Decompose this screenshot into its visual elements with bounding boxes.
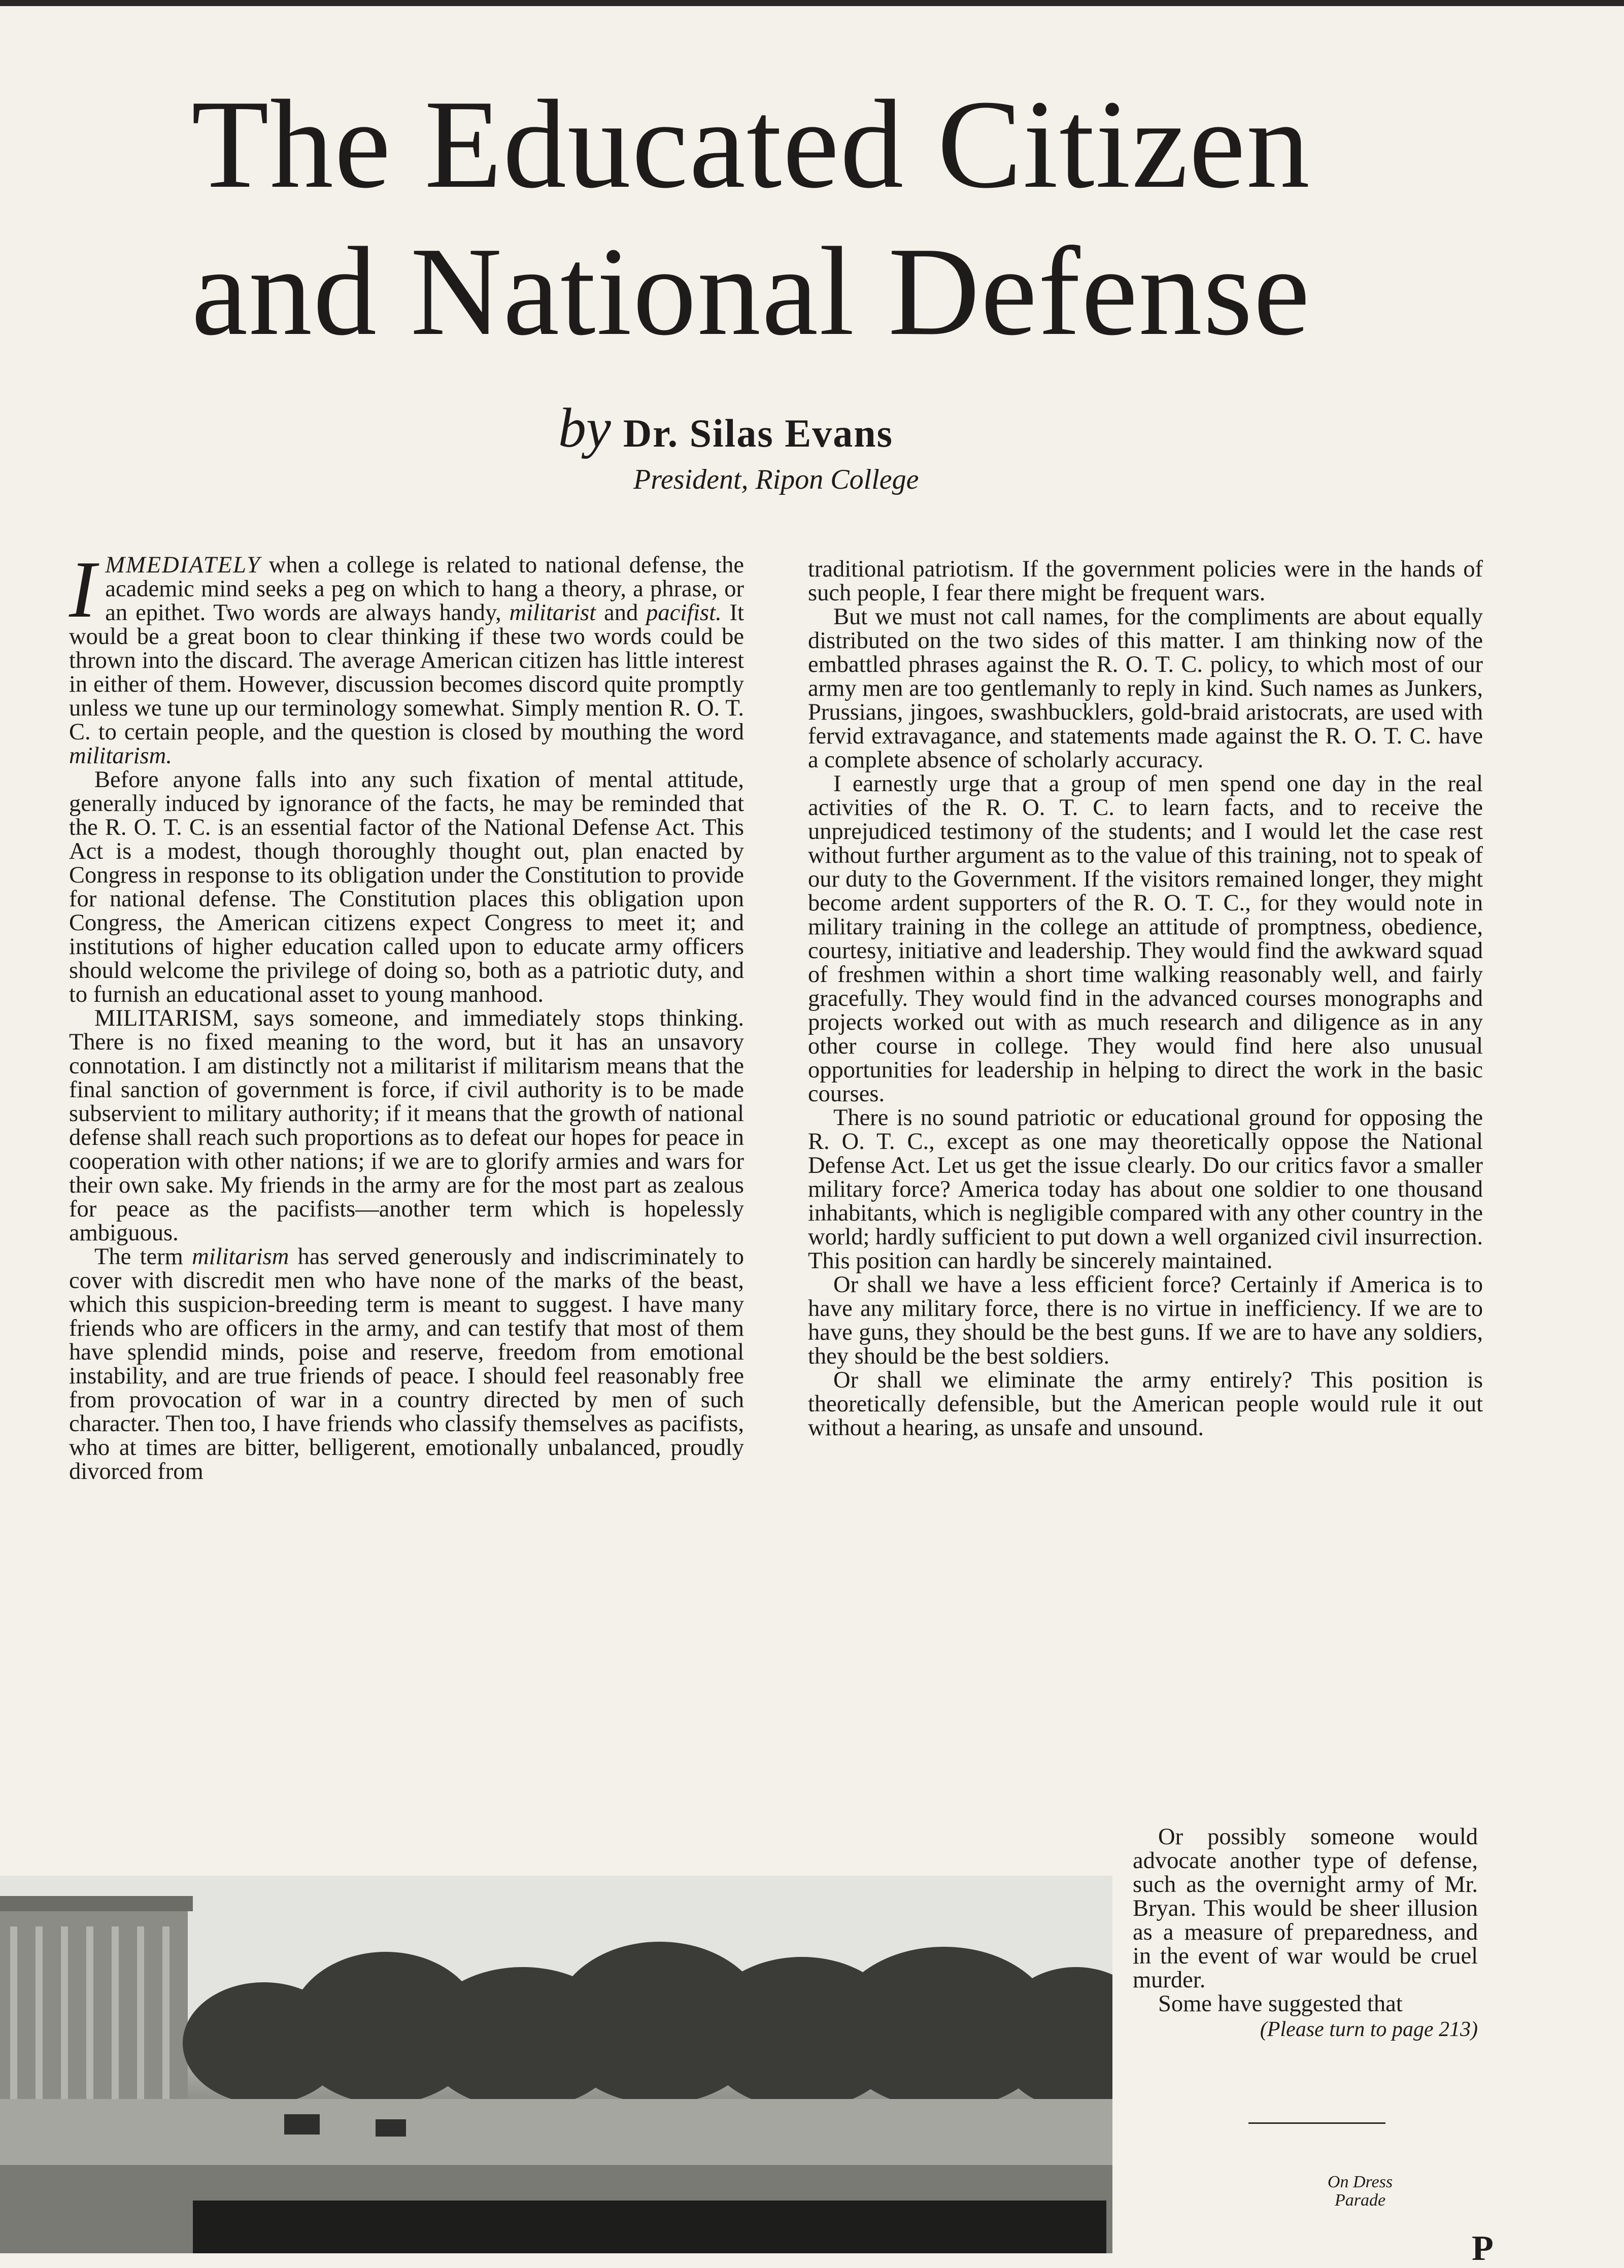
caption-line-2: Parade bbox=[1334, 2191, 1386, 2210]
paragraph bbox=[69, 544, 745, 769]
paragraph: I earnestly urge that a group of men spend one day in the real activities of the R. O. T. C. to learn facts, and to receive the unprejudiced testimony of the students; and I would let the case rest without further argument as to the value of this training, not to speak of our duty to the Government. If the visitors remained longer, they might become ardent supporters of the R. O. T. C., for they would note in military training in the college an attitude of promptness, obedience, courtesy, initiative and leadership. They would find the awkward squad of freshmen within a short time walking reasonably well, and fairly gracefully. They would find in the advanced courses monographs and projects worked out with as much research and diligence as in any other course in college. They would find here also unusual opportunities for leadership in helping to direct the work in the basic courses. bbox=[808, 771, 1483, 1107]
caption-line-1: On Dress bbox=[1327, 2173, 1393, 2191]
article-title bbox=[142, 71, 1360, 365]
text-column-continuation bbox=[1133, 1825, 1478, 2042]
text-run: when a college is related to national defense, the academic mind seeks a peg on which to hang a theory, a phrase, or an epithet. Two words are always handy, bbox=[105, 552, 744, 626]
emphasis: pacifist. bbox=[646, 600, 722, 626]
author-affiliation: President, Ripon College bbox=[633, 464, 919, 495]
title-line-2: and National Defense bbox=[191, 221, 1311, 362]
byline-by: by bbox=[558, 397, 611, 459]
caption-rule bbox=[1248, 2122, 1385, 2124]
paragraph: Before anyone falls into any such fixation of mental attitude, generally induced by ignorance of the facts, he may be reminded that the R. O. T. C. is an essential factor of the National Defense Act. This Act is a modest, though thoroughly thought out, plan enacted by Congress in response to its obligation under the Constitution to provide for national defense. The Constitution places this obligation upon Congress, the American citizens expect Congress to meet it; and institutions of higher education called upon to educate army officers should welcome the privilege of doing so, both as a patriotic duty, and to furnish an educational asset to young manhood. bbox=[69, 767, 744, 1007]
text-run: The term bbox=[94, 1244, 192, 1270]
byline bbox=[558, 396, 1269, 496]
emphasis: militarism. bbox=[69, 743, 172, 769]
title-line-1: The Educated Citizen bbox=[191, 74, 1311, 215]
paragraph bbox=[69, 1245, 744, 1483]
text-column-left bbox=[69, 544, 745, 1484]
photo-caption bbox=[1299, 2173, 1421, 2210]
text-run: It would be a great boon to clear thinking if these two words could be thrown into the discard. The average American citizen has little interest in either of them. However, discussion becomes discord quite promptly unless we tune up our terminology somewhat. Simply mention R. O. T. C. to certain people, and the question is closed by mouthing the word bbox=[69, 600, 745, 745]
author-name: Dr. Silas Evans bbox=[623, 411, 893, 455]
paragraph: Or shall we eliminate the army entirely? This position is theoretically defensible, but the American people would rule it out without a hearing, as unsafe and unsound. bbox=[808, 1367, 1483, 1441]
text-column-right bbox=[808, 557, 1483, 1440]
lead-in: MMEDIATELY bbox=[105, 552, 261, 578]
emphasis: militarist bbox=[509, 600, 596, 626]
paragraph: Or shall we have a less efficient force? Certainly if America is to have any military force, there is no virtue in inefficiency. If we are to have guns, they should be the best guns. If we are to have any soldiers, they should be the best soldiers. bbox=[808, 1272, 1483, 1369]
parade-photo bbox=[0, 1876, 1112, 2253]
text-run: and bbox=[596, 600, 647, 626]
paragraph: traditional patriotism. If the government policies were in the hands of such people, I fear there might be frequent wars. bbox=[808, 556, 1483, 606]
parade-photo-illustration bbox=[0, 1876, 1112, 2253]
continuation-note: (Please turn to page 213) bbox=[1260, 2018, 1478, 2041]
top-rule bbox=[0, 0, 1624, 6]
drop-cap: I bbox=[69, 544, 96, 634]
text-run: has served generously and indiscriminately to cover with discredit men who have none of the marks of the beast, which this suspicion-breeding term is meant to suggest. I have many friends who are officers in the army, and can testify that most of them have splendid minds, poise and reserve, freedom from emotional instability, and are true friends of peace. I should feel reasonably free from provocation of war in a country directed by men of such character. Then too, I have friends who classify themselves as pacifists, who at times are bitter, belligerent, emotionally unbalanced, proudly divorced from bbox=[69, 1244, 744, 1484]
paragraph: There is no sound patriotic or educational ground for opposing the R. O. T. C., except as one may theoretically oppose the National Defense Act. Let us get the issue clearly. Do our critics favor a smaller military force? America today has about one soldier to one thousand inhabitants, which is negligible compared with any other country in the world; hardly sufficient to put down a well organized civil insurrection. This position can hardly be sincerely maintained. bbox=[808, 1105, 1483, 1274]
paragraph: Some have suggested that bbox=[1158, 1991, 1403, 2017]
emphasis: militarism bbox=[192, 1244, 289, 1270]
paragraph: But we must not call names, for the compliments are about equally distributed on the two sides of this matter. I am thinking now of the embattled phrases against the R. O. T. C. policy, to which most of our army men are too gentlemanly to reply in kind. Such names as Junkers, Prussians, jingoes, swashbucklers, gold-braid aristocrats, are used with fervid extravagance, and statements made against the R. O. T. C. have a complete absence of scholarly accuracy. bbox=[808, 604, 1483, 773]
paragraph: MILITARISM, says someone, and immediately stops thinking. There is no fixed meaning to the word, but it has an unsavory connotation. I am distinctly not a militarist if militarism means that the final sanction of government is force, if civil authority is to be made subservient to military authority; if it means that the growth of national defense shall reach such proportions as to defeat our hopes for peace in cooperation with other nations; if we are to glorify armies and wars for their own sake. My friends in the army are for the most part as zealous for peace as the pacifists—another term which is hopelessly ambiguous. bbox=[69, 1005, 744, 1246]
cadets-illustration bbox=[193, 2201, 1106, 2253]
paragraph: Or possibly someone would advocate another type of defense, such as the overnight army of Mr. Bryan. This would be sheer illusion as a measure of preparedness, and in the event of war would be cruel murder. bbox=[1133, 1824, 1478, 1993]
page-folio: P bbox=[1472, 2229, 1494, 2268]
